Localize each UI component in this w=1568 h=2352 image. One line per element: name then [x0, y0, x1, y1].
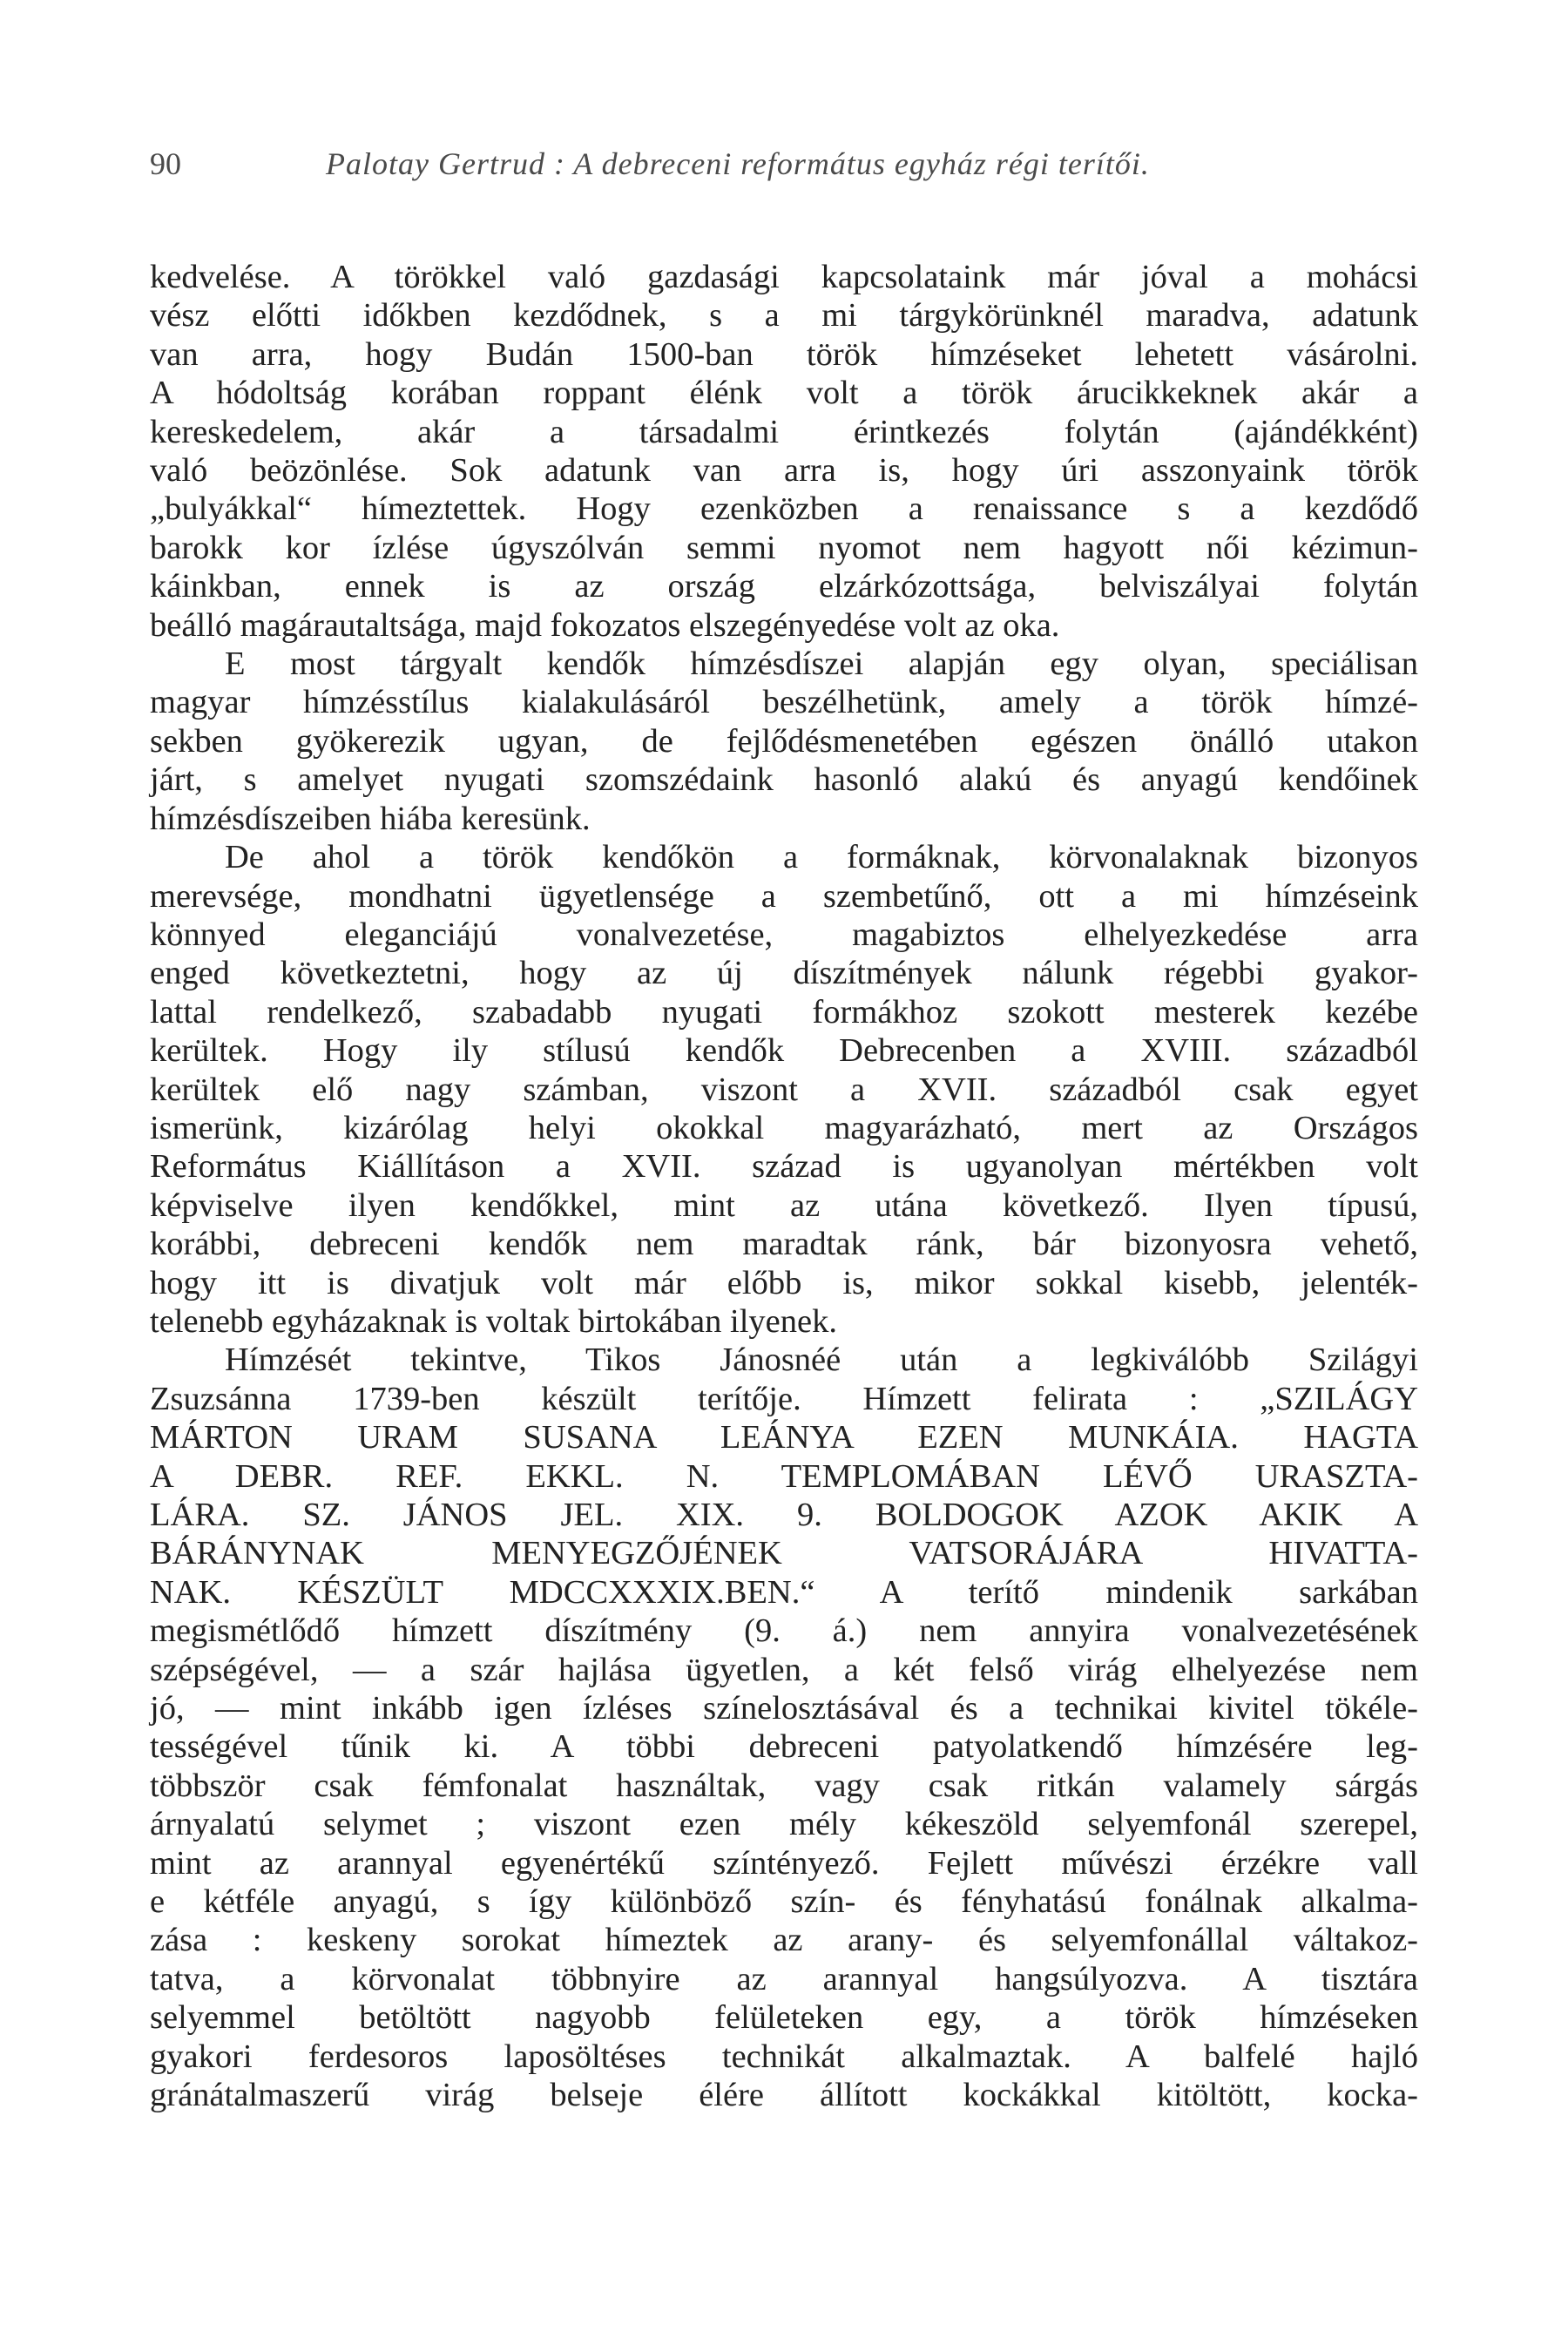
- text-line: NAK. KÉSZÜLT MDCCXXXIX.BEN.“ A terítő mindenik sarkában: [150, 1573, 1418, 1611]
- text-line: korábbi, debreceni kendők nem maradtak ránk, bár bizonyosra vehető,: [150, 1226, 1418, 1263]
- text-line: A DEBR. REF. EKKL. N. TEMPLOMÁBAN LÉVŐ URASZTA-: [150, 1457, 1418, 1495]
- text-line: zása : keskeny sorokat hímeztek az arany- és selyemfonállal váltakoz-: [150, 1922, 1418, 1959]
- text-line: beálló magárautaltsága, majd fokozatos elszegényedése volt az oka.: [150, 606, 1060, 644]
- text-line: lattal rendelkező, szabadabb nyugati formákhoz szokott mesterek kezébe: [150, 993, 1418, 1031]
- text-line: telenebb egyházaknak is voltak birtokában ilyenek.: [150, 1302, 837, 1340]
- text-line: kereskedelem, akár a társadalmi érintkezés folytán (ajándékként): [150, 413, 1418, 450]
- text-line: e kétféle anyagú, s így különböző szín- és fényhatású fonálnak alkalma-: [150, 1883, 1418, 1921]
- text-line: kerültek. Hogy ily stílusú kendők Debrecenben a XVIII. századból: [150, 1032, 1418, 1070]
- text-line: selyemmel betöltött nagyobb felületeken egy, a török hímzéseken: [150, 1999, 1418, 2037]
- text-line: magyar hímzésstílus kialakulásáról beszélhetünk, amely a török hímzé-: [150, 684, 1418, 721]
- text-line: mint az arannyal egyenértékű színtényező. Fejlett művészi érzékre vall: [150, 1844, 1418, 1882]
- text-line: merevsége, mondhatni ügyetlensége a szembetűnő, ott a mi hímzéseink: [150, 877, 1418, 915]
- text-line: sekben gyökerezik ugyan, de fejlődésmenetében egészen önálló utakon: [150, 722, 1418, 760]
- text-line: könnyed eleganciájú vonalvezetése, magabiztos elhelyezkedése arra: [150, 916, 1418, 953]
- text-line: barokk kor ízlése úgyszólván semmi nyomot nem hagyott női kézimun-: [150, 529, 1418, 566]
- running-head: Palotay Gertrud : A debreceni református egyház régi terítői.: [326, 146, 1150, 181]
- text-line: „bulyákkal“ hímeztettek. Hogy ezenközben a renaissance s a kezdődő: [150, 490, 1418, 528]
- text-line: többször csak fémfonalat használtak, vagy csak ritkán valamely sárgás: [150, 1767, 1418, 1804]
- page-number: 90: [150, 146, 181, 181]
- text-line: megismétlődő hímzett díszítmény (9. á.) nem annyira vonalvezetésének: [150, 1612, 1418, 1650]
- text-line: gyakori ferdesoros laposöltéses technikát alkalmaztak. A balfelé hajló: [150, 2038, 1418, 2075]
- text-line: való beözönlése. Sok adatunk van arra is, hogy úri asszonyaink török: [150, 452, 1418, 490]
- text-line: tatva, a körvonalat többnyire az arannyal hangsúlyozva. A tisztára: [150, 1960, 1418, 1997]
- text-line: árnyalatú selymet ; viszont ezen mély kékeszöld selyemfonál szerepel,: [150, 1806, 1418, 1843]
- text-line: képviselve ilyen kendőkkel, mint az utána következő. Ilyen típusú,: [150, 1186, 1418, 1224]
- text-line: hímzésdíszeiben hiába keresünk.: [150, 800, 591, 837]
- text-line: De ahol a török kendőkön a formáknak, körvonalaknak bizonyos: [225, 839, 1418, 876]
- text-line: káinkban, ennek is az ország elzárkózottsága, belviszályai folytán: [150, 568, 1418, 605]
- text-line: szépségével, — a szár hajlása ügyetlen, a két felső virág elhelyezése nem: [150, 1651, 1418, 1688]
- text-line: E most tárgyalt kendők hímzésdíszei alapján egy olyan, speciálisan: [225, 645, 1418, 683]
- text-line: BÁRÁNYNAK MENYEGZŐJÉNEK VATSORÁJÁRA HIVATTA-: [150, 1535, 1418, 1572]
- text-line: járt, s amelyet nyugati szomszédaink hasonló alakú és anyagú kendőinek: [150, 761, 1418, 799]
- text-line: MÁRTON URAM SUSANA LEÁNYA EZEN MUNKÁIA. HAGTA: [150, 1419, 1418, 1456]
- text-line: hogy itt is divatjuk volt már előbb is, mikor sokkal kisebb, jelenték-: [150, 1264, 1418, 1301]
- text-line: LÁRA. SZ. JÁNOS JEL. XIX. 9. BOLDOGOK AZOK AKIK A: [150, 1497, 1418, 1533]
- text-line: ismerünk, kizárólag helyi okokkal magyarázható, mert az Országos: [150, 1109, 1418, 1146]
- paragraph: [150, 258, 1418, 645]
- text-line: jó, — mint inkább igen ízléses színelosztásával és a technikai kivitel tökéle-: [150, 1690, 1418, 1727]
- text-line: enged következtetni, hogy az új díszítmények nálunk régebbi gyakor-: [150, 955, 1418, 992]
- text-line: van arra, hogy Budán 1500-ban török hímzéseket lehetett vásárolni.: [150, 335, 1418, 373]
- text-line: Református Kiállításon a XVII. század is ugyanolyan mértékben volt: [150, 1148, 1418, 1186]
- body-text: [150, 258, 1418, 2115]
- text-line: gránátalmaszerű virág belseje élére állított kockákkal kitöltött, kocka-: [150, 2077, 1418, 2114]
- text-line: kerültek elő nagy számban, viszont a XVII. századból csak egyet: [150, 1071, 1418, 1108]
- text-line: A hódoltság korában roppant élénk volt a török árucikkeknek akár a: [150, 375, 1418, 412]
- text-line: kedvelése. A törökkel való gazdasági kapcsolataink már jóval a mohácsi: [150, 259, 1418, 295]
- text-line: vész előtti időkben kezdődnek, s a mi tárgykörünknél maradva, adatunk: [150, 297, 1418, 335]
- text-line: tességével tűnik ki. A többi debreceni patyolatkendő hímzésére leg-: [150, 1728, 1418, 1766]
- paragraph: [150, 645, 1418, 838]
- paragraph: [150, 1341, 1418, 2114]
- text-line: Zsuzsánna 1739-ben készült terítője. Hímzett felirata : „SZILÁGY: [150, 1380, 1418, 1417]
- paragraph: [150, 838, 1418, 1341]
- text-line: Hímzését tekintve, Tikos Jánosnéé után a legkiválóbb Szilágyi: [225, 1342, 1418, 1379]
